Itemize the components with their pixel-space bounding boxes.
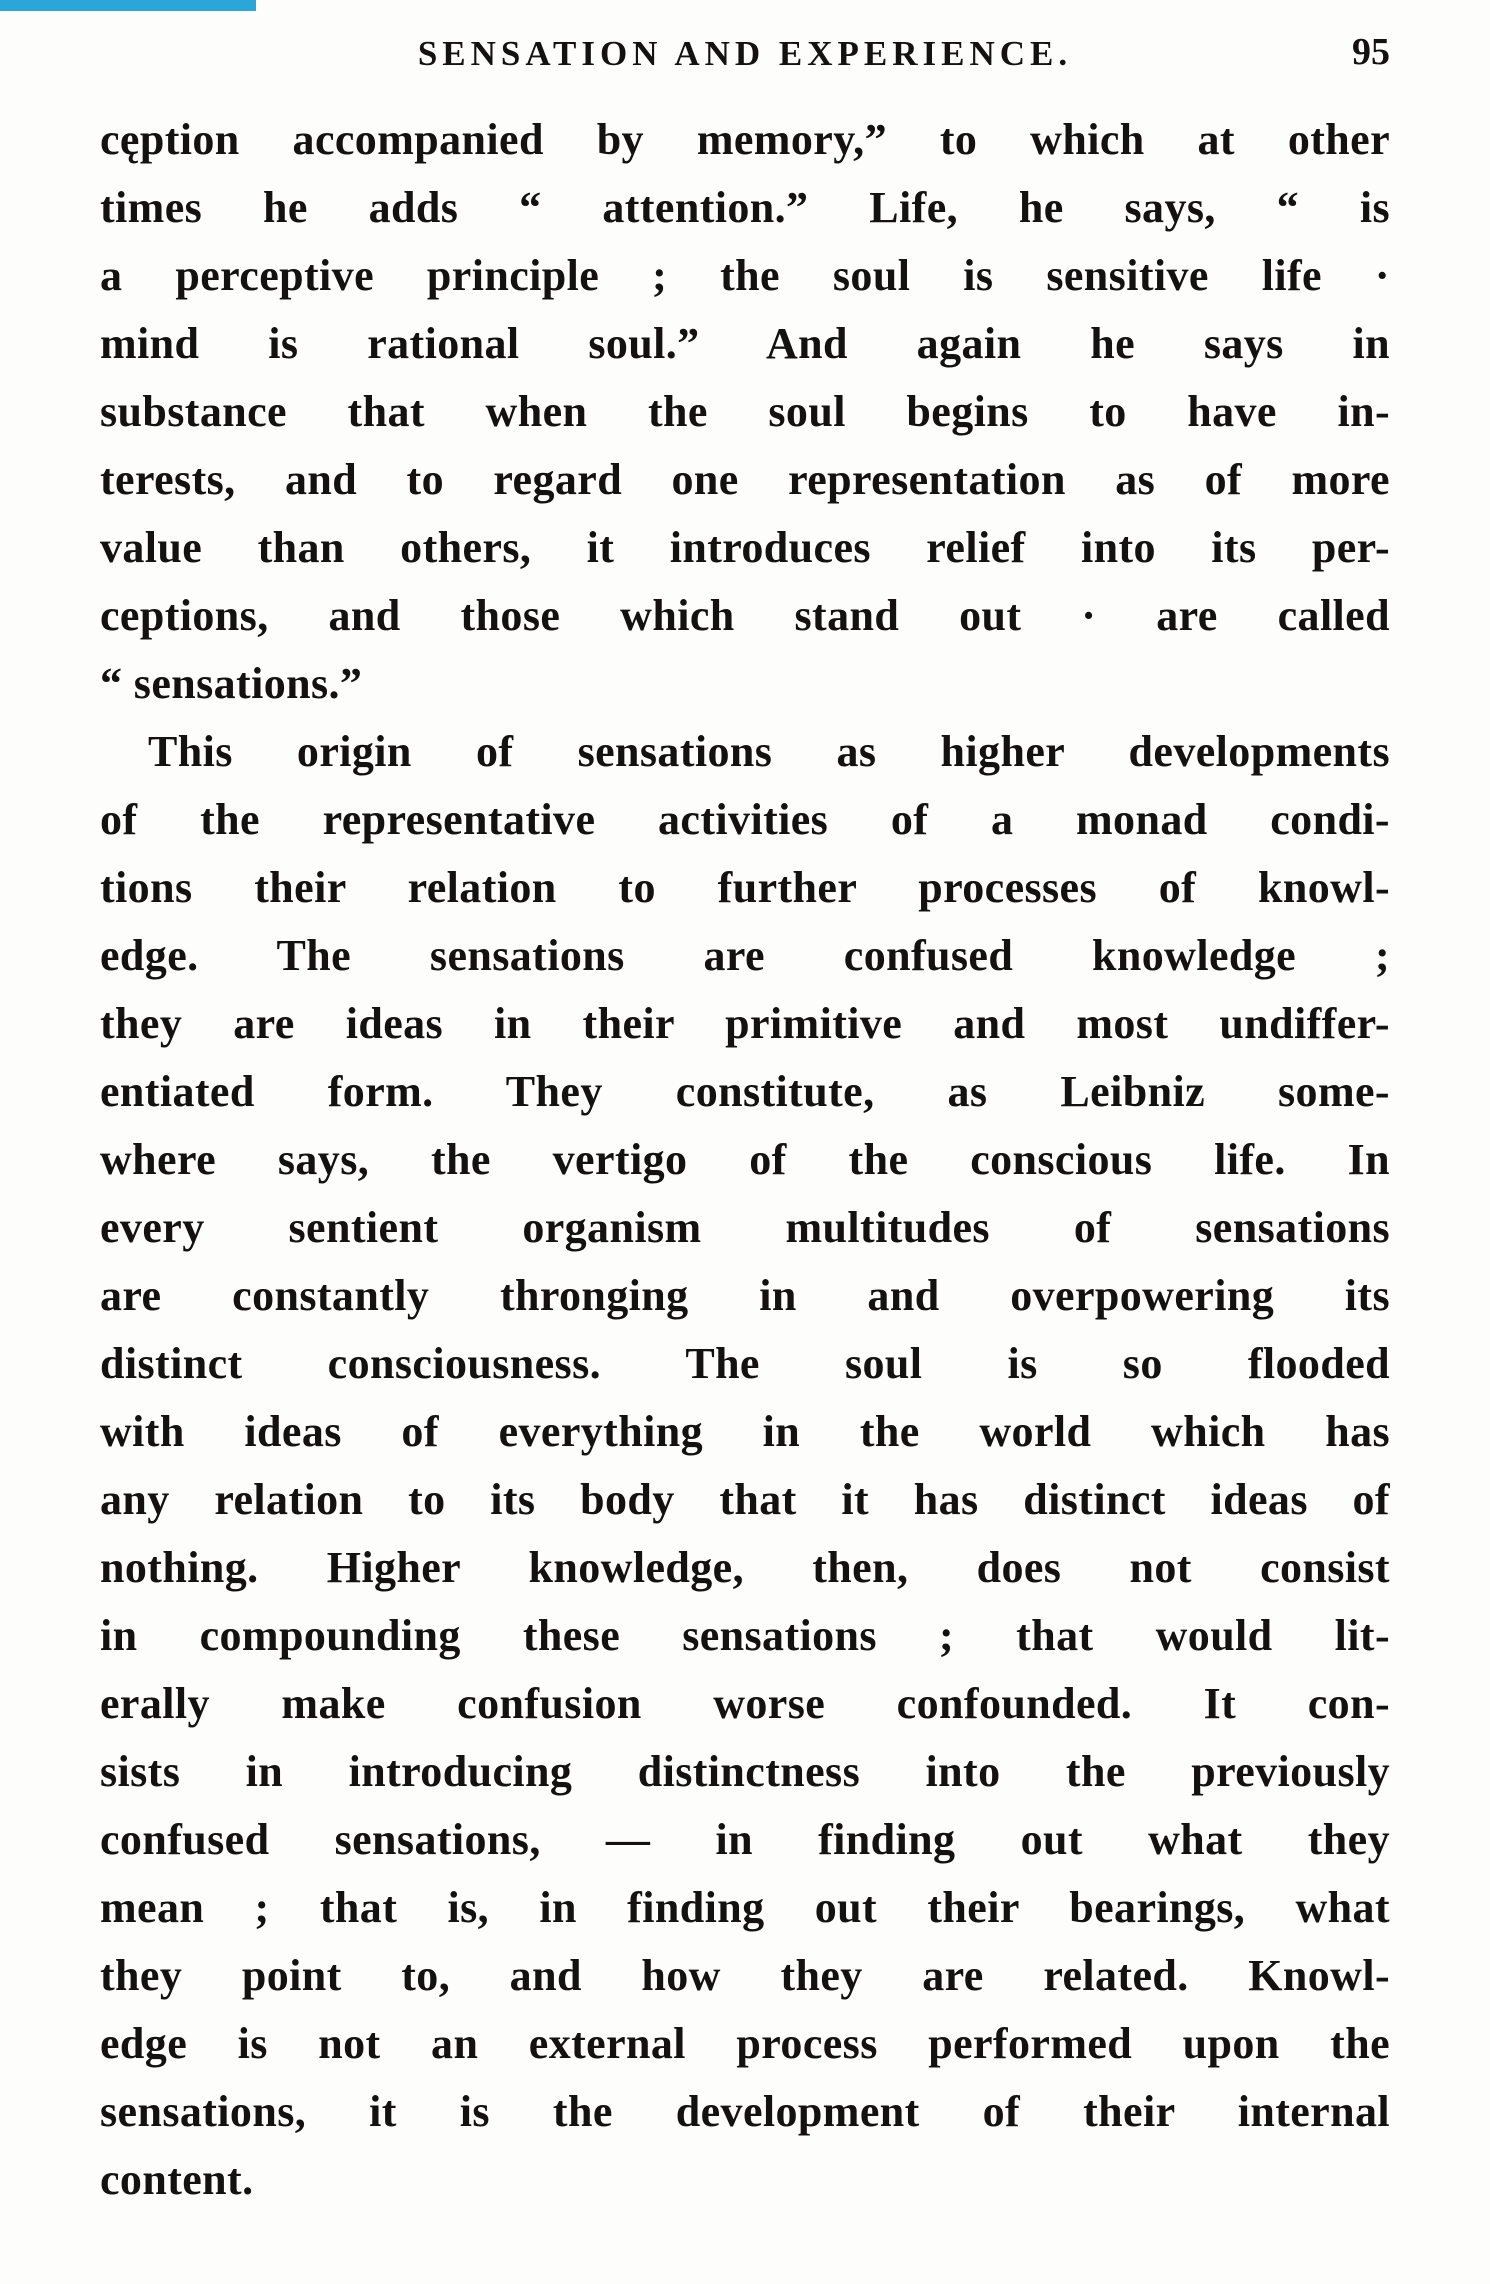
- running-title: SENSATION AND EXPERIENCE.: [417, 34, 1073, 73]
- text-line: of the representative activities of a monad condi-: [100, 795, 1390, 844]
- text-line: mind is rational soul.” And again he says in: [100, 319, 1390, 368]
- text-line: they point to, and how they are related. Knowl-: [100, 1951, 1390, 2000]
- text-line: entiated form. They constitute, as Leibniz some-: [100, 1067, 1390, 1116]
- text-line: content.: [100, 2155, 254, 2204]
- paragraph: [100, 718, 1390, 2214]
- text-line: terests, and to regard one representation as of more: [100, 455, 1390, 504]
- text-line: every sentient organism multitudes of sensations: [100, 1203, 1390, 1252]
- text-line: cęption accompanied by memory,” to which at other: [100, 115, 1390, 164]
- text-line: mean ; that is, in finding out their bearings, what: [100, 1883, 1390, 1932]
- text-line: nothing. Higher knowledge, then, does not consist: [100, 1543, 1390, 1592]
- text-line: tions their relation to further processes of knowl-: [100, 863, 1390, 912]
- text-line: times he adds “ attention.” Life, he says, “ is: [100, 183, 1390, 232]
- text-line: edge. The sensations are confused knowledge ;: [100, 931, 1390, 980]
- text-line: with ideas of everything in the world which has: [100, 1407, 1390, 1456]
- text-line: any relation to its body that it has distinct ideas of: [100, 1475, 1390, 1524]
- text-line: are constantly thronging in and overpowering its: [100, 1271, 1390, 1320]
- text-line: they are ideas in their primitive and most undiffer-: [100, 999, 1390, 1048]
- page-header: [100, 31, 1390, 82]
- text-line: distinct consciousness. The soul is so flooded: [100, 1339, 1390, 1388]
- text-line: “ sensations.”: [100, 659, 363, 708]
- text-line: erally make confusion worse confounded. It con-: [100, 1679, 1390, 1728]
- text-line: edge is not an external process performed upon the: [100, 2019, 1390, 2068]
- page-number: 95: [1352, 31, 1390, 73]
- text-line: substance that when the soul begins to have in-: [100, 387, 1390, 436]
- text-line: confused sensations, — in finding out what they: [100, 1815, 1390, 1864]
- text-line: in compounding these sensations ; that would lit-: [100, 1611, 1390, 1660]
- paragraph: [100, 106, 1390, 718]
- text-line: sensations, it is the development of their internal: [100, 2087, 1390, 2136]
- text-line: sists in introducing distinctness into the previously: [100, 1747, 1390, 1796]
- text-line: ceptions, and those which stand out · are called: [100, 591, 1390, 640]
- text-line: a perceptive principle ; the soul is sensitive life ·: [100, 251, 1390, 300]
- text-line: where says, the vertigo of the conscious life. In: [100, 1135, 1390, 1184]
- page-body: [100, 106, 1390, 2214]
- text-line: This origin of sensations as higher developments: [148, 727, 1390, 776]
- text-line: value than others, it introduces relief into its per-: [100, 523, 1390, 572]
